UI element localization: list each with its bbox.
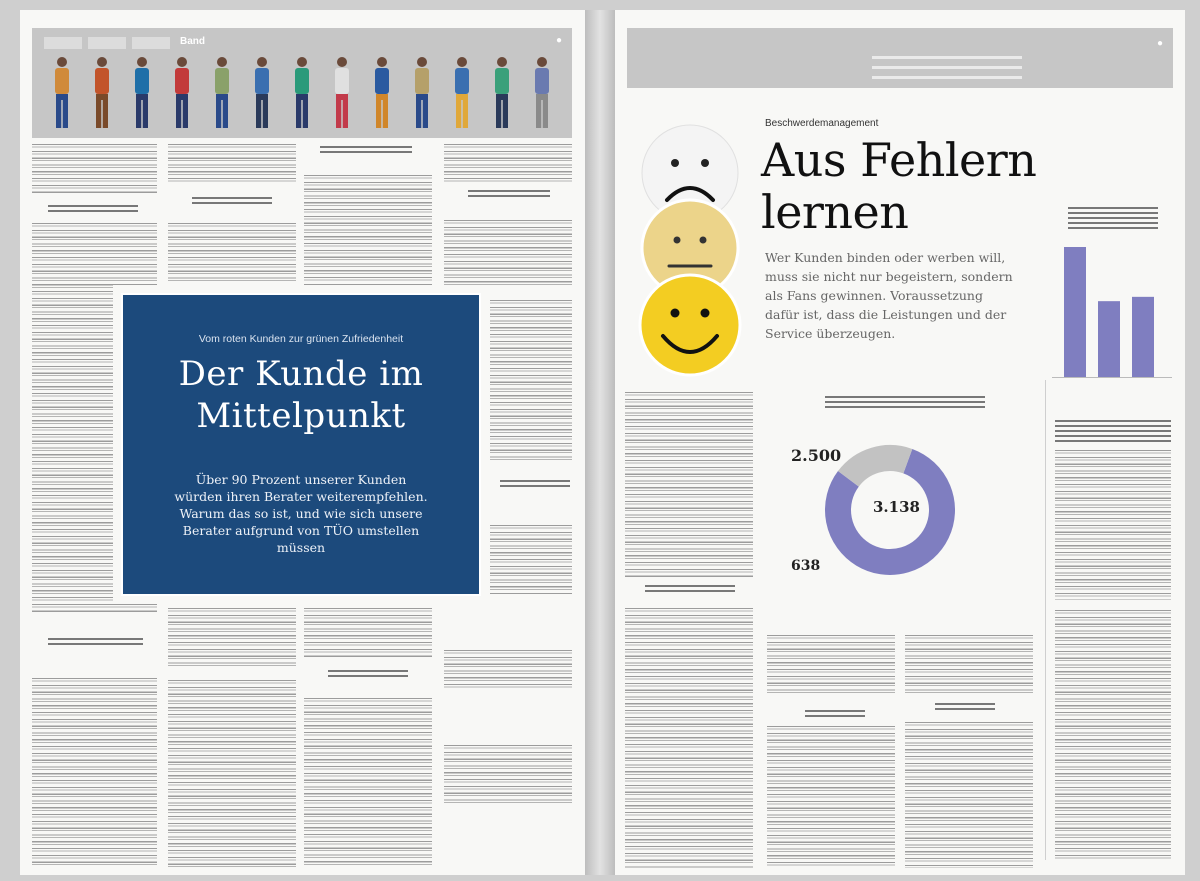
neutral-face-eye-icon [700,237,707,244]
donut-segment-value-major: 2.500 [791,446,842,465]
subheading [468,190,550,200]
body-text [905,635,1033,695]
body-text [444,745,572,805]
header-tab [44,37,82,49]
donut-total-value: 3.138 [873,498,920,516]
person-figure [55,57,69,128]
subheading [48,638,143,648]
spine-gutter [585,10,615,875]
body-text [625,392,753,577]
neutral-face-eye-icon [674,237,681,244]
bar [1132,297,1154,377]
person-figure [215,57,229,128]
side-bar-chart [1052,205,1172,395]
subheading [328,670,408,680]
person-figure [335,57,349,128]
body-text [490,300,572,460]
happy-face-icon [640,275,740,375]
body-text [625,608,753,868]
left-page [20,10,585,875]
sad-face-eye-icon [701,159,709,167]
body-text [905,722,1033,868]
right-header-band [627,28,1173,88]
body-text [168,608,296,668]
teaser-title [123,353,479,437]
body-text [168,680,296,868]
person-figure [135,57,149,128]
headline-line: lernen [761,185,909,239]
header-meta-line [872,66,1022,69]
header-tab [132,37,170,49]
deck-text: Wer Kunden binden oder werben will, muss sie nicht nur begeistern, sondern als Fans gewinnen. Voraussetzung dafür ist, dass die Leistungen und der Service überzeugen. [765,250,1013,341]
subheading [500,480,570,490]
people-illustration [42,54,562,134]
header-meta-line [872,76,1022,79]
body-text [168,223,296,283]
bar [1064,247,1086,377]
donut-chart-title-text [825,396,985,408]
person-figure [375,57,389,128]
headline-line: Aus Fehlern [761,133,1037,187]
headline [761,134,1036,238]
person-figure [455,57,469,128]
subheading [1055,420,1171,442]
rubric: Beschwerdemanagement [765,118,879,129]
teaser-title-line: Der Kunde im [178,354,424,394]
teaser-kicker: Vom roten Kunden zur grünen Zufriedenheit [198,333,404,345]
body-text [304,698,432,868]
body-text [32,678,157,868]
body-text [444,144,572,184]
body-text [1055,610,1171,860]
header-tab [88,37,126,49]
person-figure [95,57,109,128]
teaser-lead: Über 90 Prozent unserer Kunden würden ihren Berater weiterempfehlen. Warum das so ist, und wie sich unsere Berater aufgrund von TÜO umstellen müssen [174,472,428,555]
page-number-icon: ● [555,35,562,46]
body-text [32,144,157,194]
donut-slice [848,458,907,479]
body-text [767,635,895,695]
bar-chart-axis [1052,377,1172,378]
chart-title-text [1068,207,1158,229]
subheading [48,205,138,215]
subheading [645,585,735,595]
body-text [304,608,432,658]
smiley-illustration [635,118,750,378]
teaser-box [121,293,481,596]
bar-chart-plot [1052,235,1172,377]
section-label: Band [180,36,205,47]
person-figure [535,57,549,128]
subheading [320,146,412,156]
body-text [304,175,432,285]
subheading [935,703,995,713]
right-page [615,10,1185,875]
donut-segment-value-minor: 638 [791,558,821,574]
sad-face-eye-icon [671,159,679,167]
happy-face-eye-icon [671,309,680,318]
person-figure [415,57,429,128]
teaser-title-line: Mittelpunkt [196,396,406,436]
people-header-band [32,28,572,138]
page-number-icon: ● [1156,38,1163,49]
header-meta-line [872,56,1022,59]
body-text [1055,450,1171,600]
body-text [444,650,572,690]
bar [1098,301,1120,377]
happy-face-eye-icon [701,309,710,318]
column-divider [1045,380,1046,860]
subheading [192,197,272,207]
person-figure [175,57,189,128]
person-figure [295,57,309,128]
body-text [490,525,572,595]
person-figure [255,57,269,128]
body-text [168,144,296,184]
subheading [805,710,865,720]
body-text [444,220,572,286]
body-text [767,726,895,868]
person-figure [495,57,509,128]
